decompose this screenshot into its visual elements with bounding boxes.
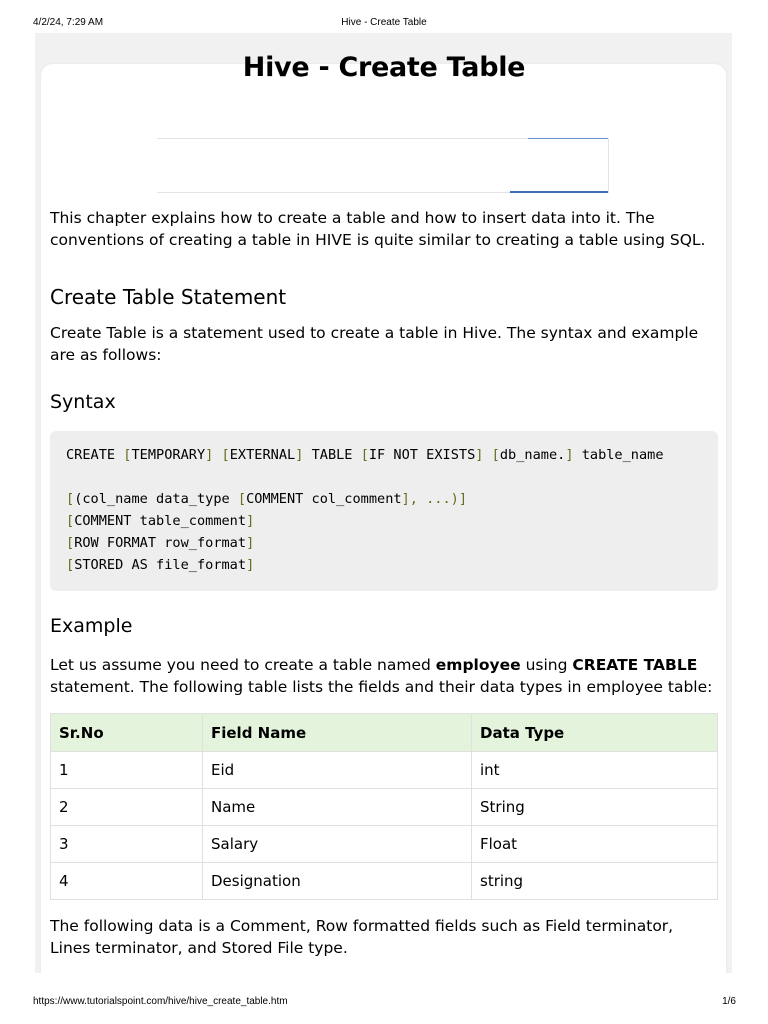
ad-accent-top <box>528 138 608 139</box>
cell-field-name: Eid <box>203 752 472 789</box>
header-sr-no: Sr.No <box>51 714 203 752</box>
section-paragraph: Create Table is a statement used to create a table in Hive. The syntax and example are as follows: <box>50 324 699 364</box>
cell-sr-no: 3 <box>51 826 203 863</box>
print-timestamp: 4/2/24, 7:29 AM <box>33 17 104 28</box>
code-line-3: [(col_name data_type [COMMENT col_comment], ...)] <box>66 491 468 507</box>
syntax-code-block[interactable] <box>50 431 718 591</box>
cell-field-name: Salary <box>203 826 472 863</box>
table-row <box>51 863 718 900</box>
table-row <box>51 826 718 863</box>
cell-data-type: int <box>472 752 718 789</box>
code-line-1: CREATE [TEMPORARY] [EXTERNAL] TABLE [IF NOT EXISTS] [db_name.] table_name <box>66 447 664 463</box>
cell-data-type: String <box>472 789 718 826</box>
cell-sr-no: 2 <box>51 789 203 826</box>
header-data-type: Data Type <box>472 714 718 752</box>
example-heading: Example <box>50 615 133 637</box>
cell-field-name: Designation <box>203 863 472 900</box>
print-footer <box>0 990 768 1024</box>
table-row <box>51 752 718 789</box>
cell-data-type: Float <box>472 826 718 863</box>
fields-table <box>50 713 718 900</box>
after-table-paragraph: The following data is a Comment, Row formatted fields such as Field terminator, Lines terminator, and Stored File type. <box>50 917 674 957</box>
print-url: https://www.tutorialspoint.com/hive/hive_create_table.htm <box>33 996 288 1007</box>
code-line-6: [STORED AS file_format] <box>66 557 255 573</box>
table-header-row <box>51 714 718 752</box>
code-line-5: [ROW FORMAT row_format] <box>66 535 255 551</box>
table-row <box>51 789 718 826</box>
intro-paragraph: This chapter explains how to create a table and how to insert data into it. The conventions of creating a table in HIVE is quite similar to creating a table using SQL. <box>50 209 706 249</box>
ad-banner[interactable] <box>157 138 609 193</box>
cell-data-type: string <box>472 863 718 900</box>
article-title: Hive - Create Table <box>242 52 526 83</box>
example-paragraph: Let us assume you need to create a table named employee using CREATE TABLE statement. The following table lists the fields and their data types in employee table: <box>50 656 713 696</box>
bold-employee: employee <box>435 656 521 674</box>
cell-field-name: Name <box>203 789 472 826</box>
ad-accent <box>510 191 608 193</box>
syntax-heading: Syntax <box>50 391 116 413</box>
section-heading: Create Table Statement <box>50 285 287 309</box>
cell-sr-no: 1 <box>51 752 203 789</box>
code-line-blank <box>66 466 718 488</box>
print-page-number: 1/6 <box>722 996 736 1007</box>
header-field-name: Field Name <box>203 714 472 752</box>
code-line-4: [COMMENT table_comment] <box>66 513 255 529</box>
bold-create-table: CREATE TABLE <box>572 656 698 674</box>
cell-sr-no: 4 <box>51 863 203 900</box>
print-page-title: Hive - Create Table <box>341 17 427 28</box>
